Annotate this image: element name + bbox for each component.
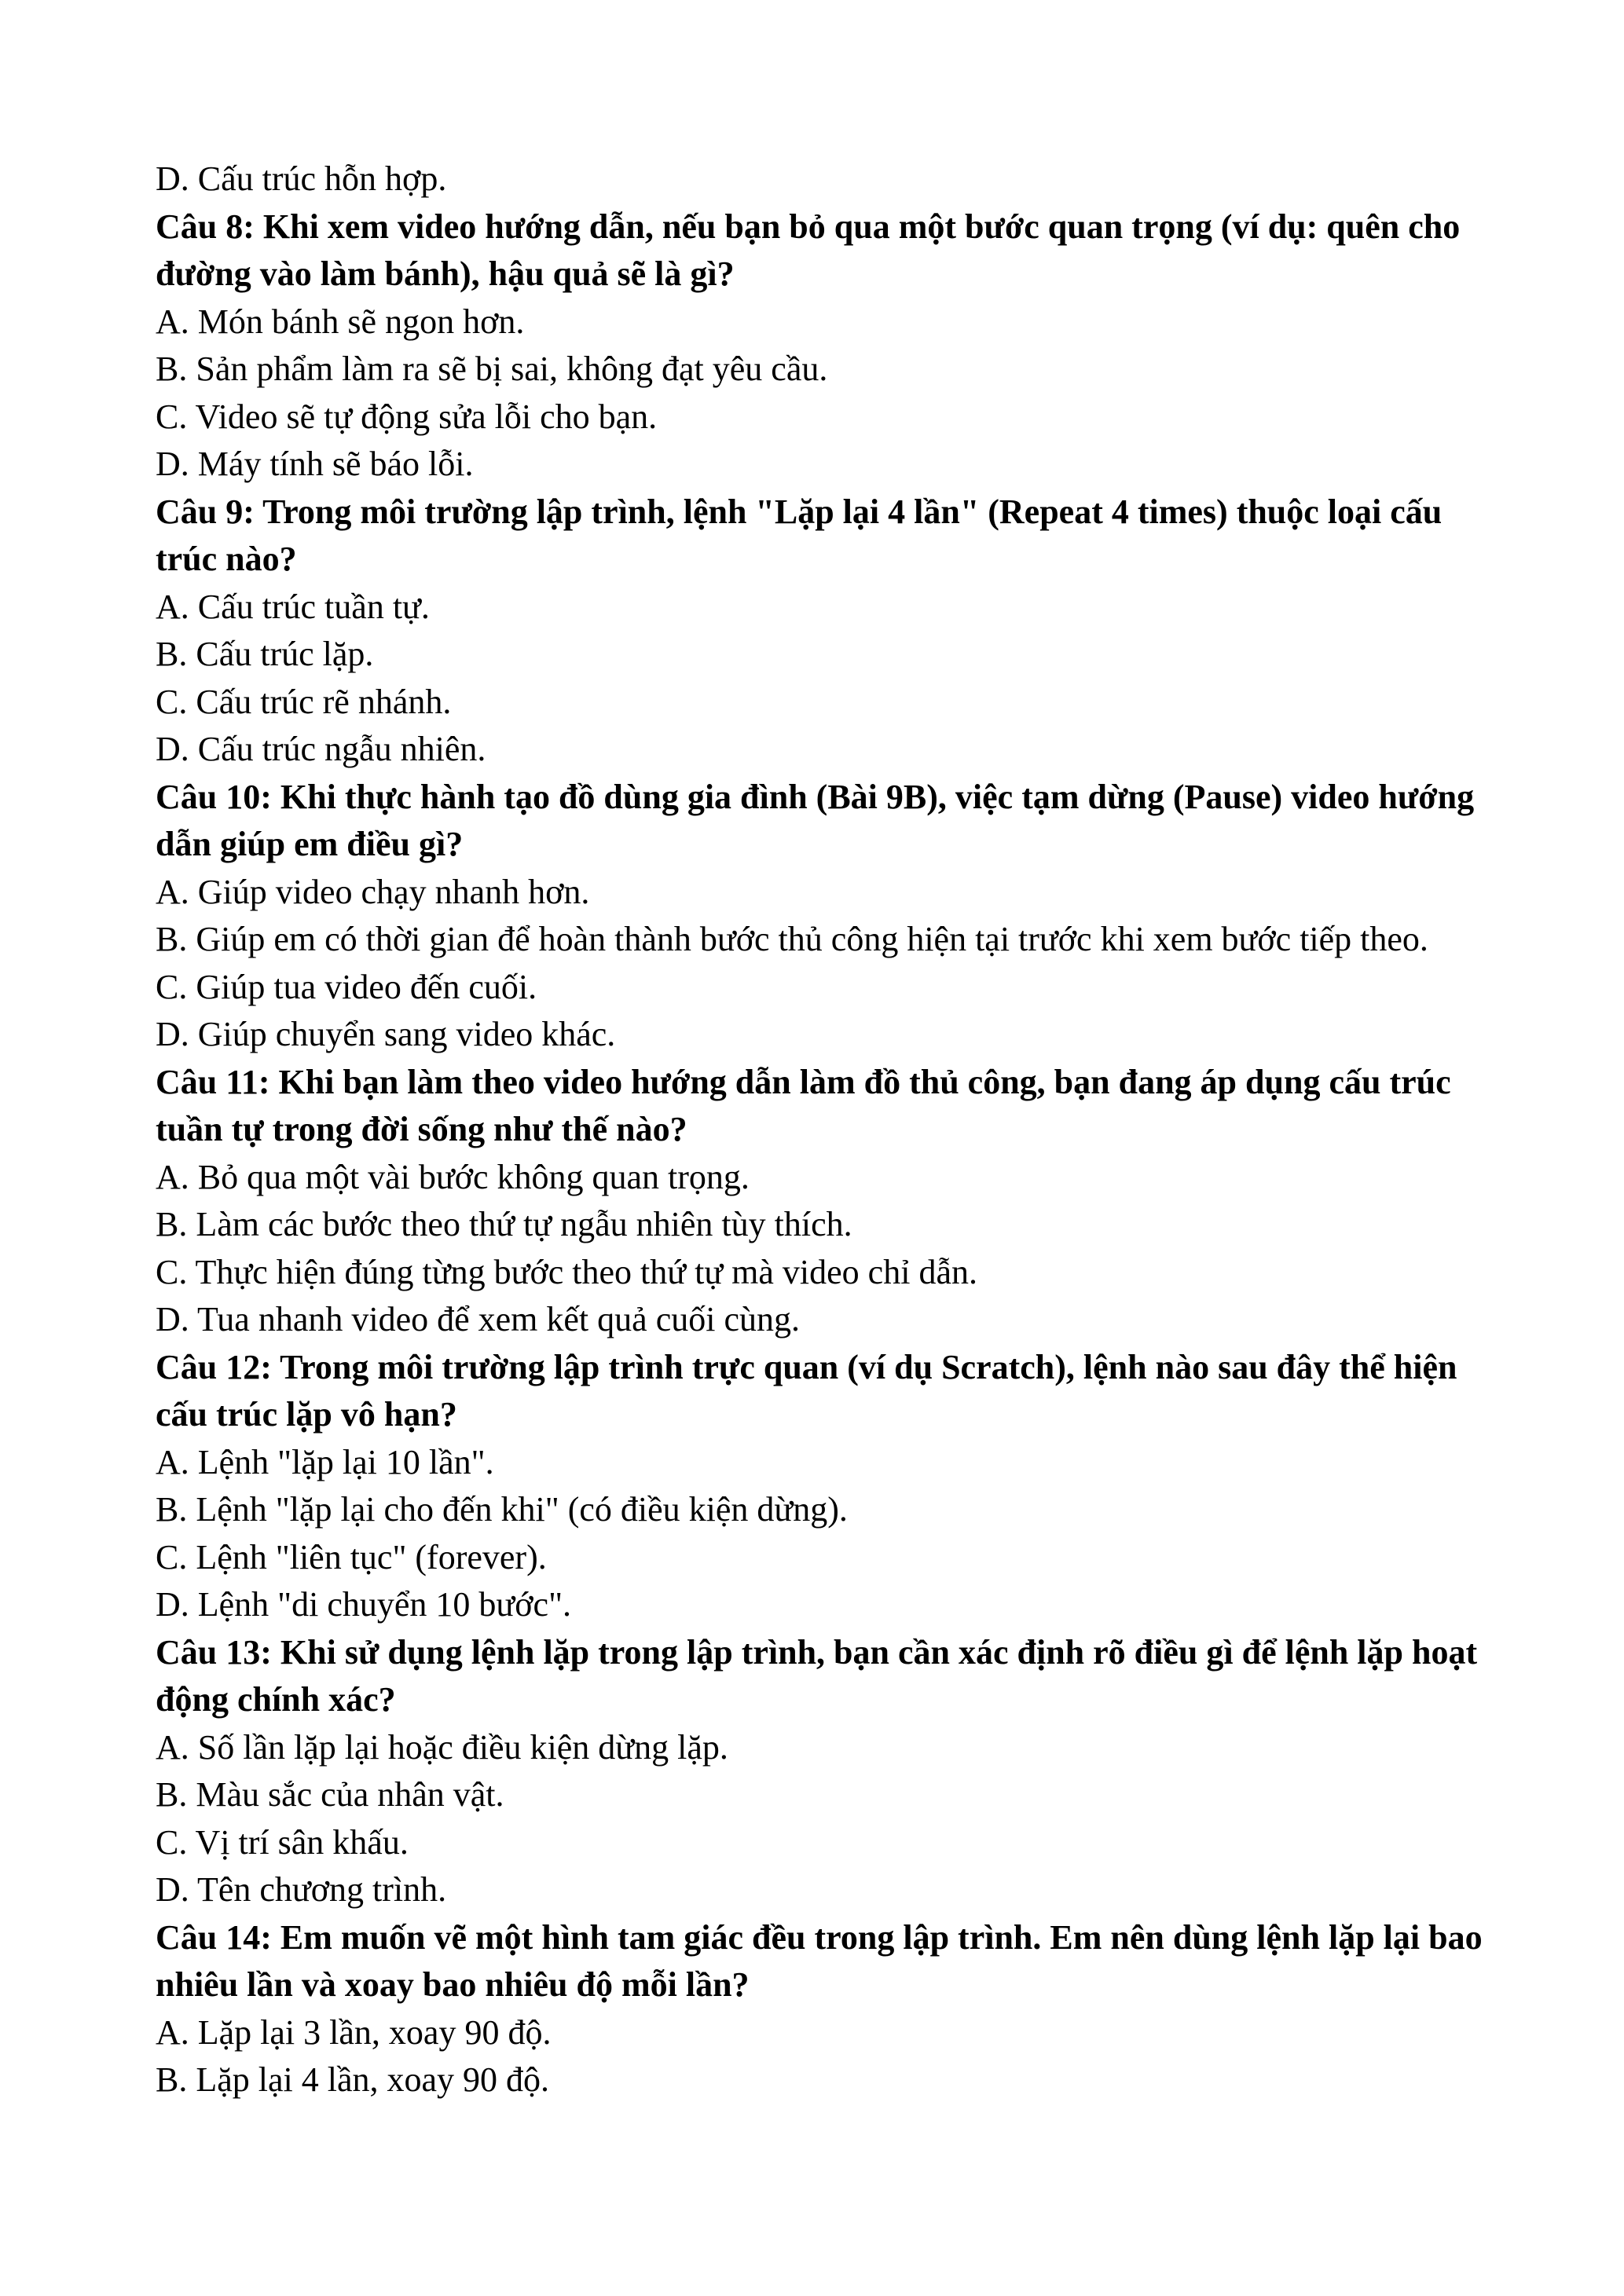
answer-option: A. Số lần lặp lại hoặc điều kiện dừng lặp. xyxy=(156,1727,728,1767)
document-body xyxy=(156,156,1483,2104)
answer-option: A. Lặp lại 3 lần, xoay 90 độ. xyxy=(156,2012,552,2052)
question-heading: Câu 10: Khi thực hành tạo đồ dùng gia đình (Bài 9B), việc tạm dừng (Pause) video hướng dẫn giúp em điều gì? xyxy=(156,777,1475,863)
answer-option: B. Cấu trúc lặp. xyxy=(156,635,374,673)
answer-option: A. Lệnh "lặp lại 10 lần". xyxy=(156,1442,494,1481)
answer-option: B. Màu sắc của nhân vật. xyxy=(156,1775,504,1814)
answer-option: A. Món bánh sẽ ngon hơn. xyxy=(156,302,525,341)
answer-option: D. Cấu trúc ngẫu nhiên. xyxy=(156,730,486,768)
answer-option: A. Giúp video chạy nhanh hơn. xyxy=(156,872,590,911)
answer-option: D. Lệnh "di chuyển 10 bước". xyxy=(156,1585,572,1624)
answer-option: B. Làm các bước theo thứ tự ngẫu nhiên tùy thích. xyxy=(156,1205,852,1243)
question-heading: Câu 9: Trong môi trường lập trình, lệnh "Lặp lại 4 lần" (Repeat 4 times) thuộc loại cấu trúc nào? xyxy=(156,492,1443,578)
answer-option: C. Lệnh "liên tục" (forever). xyxy=(156,1537,547,1576)
answer-option: D. Cấu trúc hỗn hợp. xyxy=(156,159,447,198)
answer-option: C. Thực hiện đúng từng bước theo thứ tự mà video chỉ dẫn. xyxy=(156,1252,977,1291)
answer-option: D. Tên chương trình. xyxy=(156,1870,447,1909)
answer-option: A. Bỏ qua một vài bước không quan trọng. xyxy=(156,1157,750,1196)
answer-option: B. Lặp lại 4 lần, xoay 90 độ. xyxy=(156,2060,550,2099)
answer-option: B. Sản phẩm làm ra sẽ bị sai, không đạt yêu cầu. xyxy=(156,350,828,388)
question-heading: Câu 12: Trong môi trường lập trình trực quan (ví dụ Scratch), lệnh nào sau đây thể hiện cấu trúc lặp vô hạn? xyxy=(156,1347,1457,1434)
answer-option: D. Giúp chuyển sang video khác. xyxy=(156,1015,616,1053)
answer-option: C. Vị trí sân khấu. xyxy=(156,1822,409,1862)
answer-option: A. Cấu trúc tuần tự. xyxy=(156,587,430,626)
answer-option: C. Video sẽ tự động sửa lỗi cho bạn. xyxy=(156,397,658,436)
question-heading: Câu 13: Khi sử dụng lệnh lặp trong lập trình, bạn cần xác định rõ điều gì để lệnh lặp hoạt động chính xác? xyxy=(156,1632,1478,1719)
answer-option: D. Tua nhanh video để xem kết quả cuối cùng. xyxy=(156,1300,800,1338)
question-heading: Câu 11: Khi bạn làm theo video hướng dẫn làm đồ thủ công, bạn đang áp dụng cấu trúc tuần tự trong đời sống như thế nào? xyxy=(156,1062,1451,1148)
question-heading: Câu 14: Em muốn vẽ một hình tam giác đều trong lập trình. Em nên dùng lệnh lặp lại bao nhiêu lần và xoay bao nhiêu độ mỗi lần? xyxy=(156,1917,1483,2004)
answer-option: D. Máy tính sẽ báo lỗi. xyxy=(156,445,474,483)
question-heading: Câu 8: Khi xem video hướng dẫn, nếu bạn bỏ qua một bước quan trọng (ví dụ: quên cho đường vào làm bánh), hậu quả sẽ là gì? xyxy=(156,207,1461,293)
answer-option: B. Giúp em có thời gian để hoàn thành bước thủ công hiện tại trước khi xem bước tiếp theo. xyxy=(156,920,1428,958)
answer-option: C. Cấu trúc rẽ nhánh. xyxy=(156,682,452,721)
answer-option: C. Giúp tua video đến cuối. xyxy=(156,967,537,1006)
answer-option: B. Lệnh "lặp lại cho đến khi" (có điều kiện dừng). xyxy=(156,1490,848,1529)
